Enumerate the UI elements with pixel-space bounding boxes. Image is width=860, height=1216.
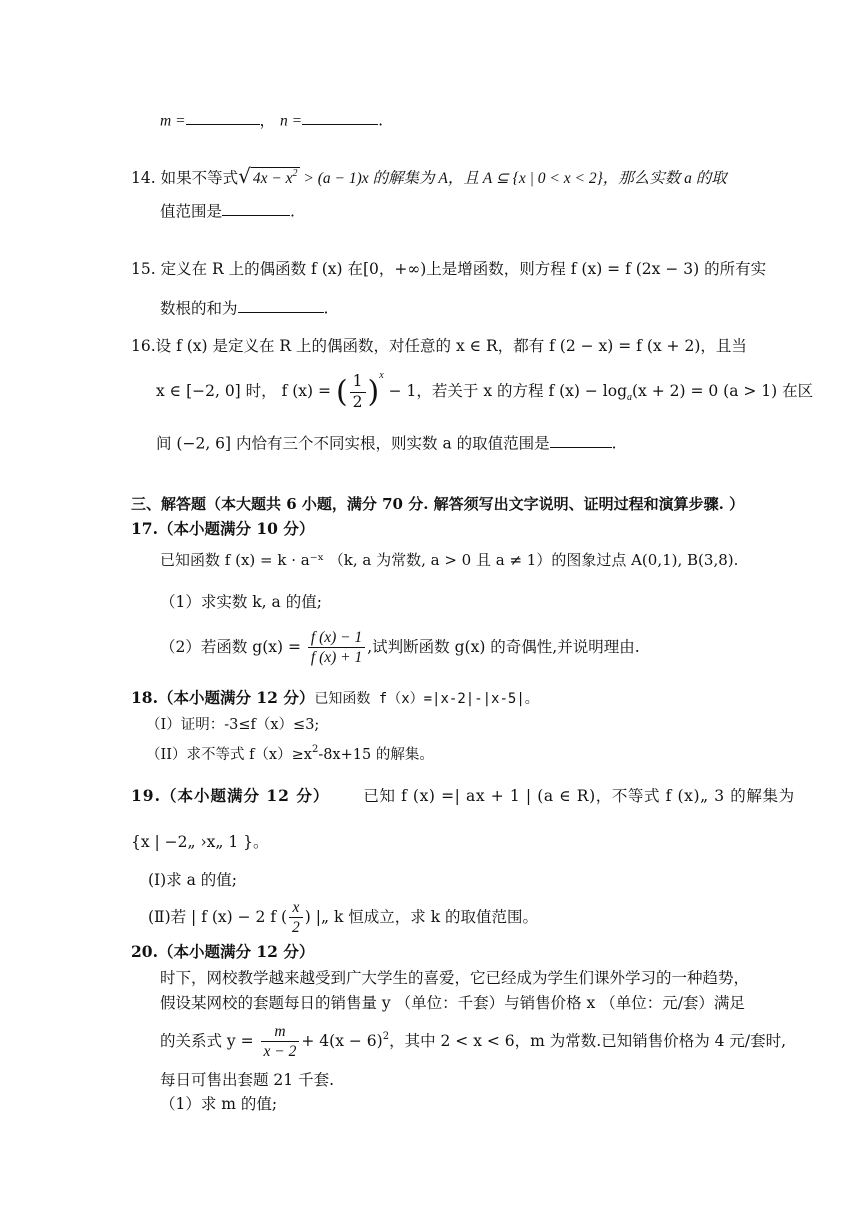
- section-3-heading: 三、解答题（本大题共 6 小题，满分 70 分. 解答须写出文字说明、证明过程和演算步骤. ）: [131, 495, 745, 513]
- q20-part-1: （1）求 m 的值;: [160, 1095, 278, 1113]
- q19-line-1: [131, 784, 795, 806]
- q14-line2-text: 值范围是: [160, 202, 223, 221]
- q15-blank: [238, 296, 324, 313]
- q20-fraction: $\frac{m}{x - 2}$: [261, 1022, 300, 1062]
- q13-n-blank: [302, 108, 378, 125]
- q17-line-1: 已知函数 f (x) = k · a⁻ˣ （k, a 为常数, a > 0 且 a ≠ 1）的图象过点 A(0,1), B(3,8).: [160, 551, 739, 569]
- q18-exponent: 2: [311, 744, 319, 755]
- q13-n-label: n =: [279, 112, 303, 130]
- q16-half-fraction: $\frac{1}{2}$: [350, 372, 366, 412]
- q20-line-3: [160, 1022, 786, 1062]
- q16-blank: [550, 431, 612, 448]
- q18-part2-a: （II）求不等式 f（x）≥x: [146, 747, 312, 763]
- q14-sqrt-sign: √: [238, 164, 251, 188]
- q15-line-2: [160, 296, 328, 318]
- q15-line2-text: 数根的和为: [160, 299, 238, 318]
- q19-statement: 已知 f (x) =| ax + 1 | (a ∈ R)，不等式 f (x)„ 3 的解集为: [363, 787, 795, 805]
- q13-sep: ，: [259, 111, 276, 130]
- q18-statement: 已知函数 f（x）=|x-2|-|x-5|。: [314, 691, 539, 707]
- q15-end: .: [323, 299, 329, 318]
- q15-text: 15. 定义在 R 上的偶函数 f (x) 在[0，+∞)上是增函数，则方程 f (x) = f (2x − 3) 的所有实: [131, 260, 767, 278]
- q19-part2-b: ) |„ k 恒成立，求 k 的取值范围。: [304, 907, 539, 926]
- q14-ineq: > (a − 1)x 的解集为 A，且 A ⊆ {x | 0 < x < 2}，那么实数 a 的取: [299, 170, 727, 187]
- q13-end: .: [378, 111, 384, 130]
- q18-title: 18.（本小题满分 12 分）: [131, 688, 315, 707]
- q20-exponent: 2: [382, 1030, 390, 1042]
- q19-part2-a: (Ⅱ)若 | f (x) − 2 f (: [148, 907, 288, 926]
- q16-line-2: x ∈ [−2, 0] 时， f (x) = ( $\frac{1}{2}$ )$^x$ − 1，若关于 x 的方程 f $(x) - \log_a(x + 2) = 0$ (a > 1) 在区: [156, 370, 814, 411]
- q20-title: 20.（本小题满分 12 分）: [131, 942, 315, 961]
- q20-line-1: 时下，网校教学越来越受到广大学生的喜爱，它已经成为学生们课外学习的一种趋势，: [160, 969, 750, 987]
- q19-title: 19.（本小题满分 12 分）: [131, 786, 330, 805]
- q14-end: .: [290, 202, 295, 221]
- q20-line3-b: + 4(x − 6): [301, 1031, 383, 1050]
- q20-line-2: 假设某网校的套题每日的销售量 y （单位：千套）与销售价格 x （单位：元/套）满足: [160, 994, 745, 1012]
- q19-line-2: {x | −2„ ›x„ 1 }。: [131, 833, 269, 851]
- q16-line3-text: 间 (−2, 6] 内恰有三个不同实根，则实数 a 的取值范围是: [156, 434, 550, 453]
- q18-line-1: [131, 686, 539, 708]
- q16-line-1: [131, 334, 747, 356]
- q14-line-1: [131, 164, 727, 188]
- q16-end: .: [611, 434, 617, 453]
- q17-part-2: [160, 628, 640, 668]
- q16-exponent: x: [379, 370, 384, 381]
- q18-part2-b: -8x+15 的解集。: [318, 747, 434, 763]
- q13-answer-line: [160, 108, 383, 130]
- q18-part-1: （I）证明：-3≤f（x）≤3;: [146, 717, 320, 733]
- q13-m-blank: [186, 108, 260, 125]
- q14-blank: [222, 199, 290, 216]
- q13-m-label: m =: [160, 112, 186, 130]
- q14-lead: 14. 如果不等式: [131, 169, 239, 187]
- q20-line3-a: 的关系式 y =: [160, 1031, 254, 1050]
- q15-line-1: [131, 257, 766, 279]
- q20-line3-c: ，其中 2 < x < 6，m 为常数.已知销售价格为 4 元/套时,: [389, 1031, 787, 1050]
- q17-part2-b: ,试判断函数 g(x) 的奇偶性,并说明理由.: [367, 637, 640, 656]
- q16-line2-c: (x + 2) = 0 (a > 1) 在区: [632, 382, 814, 400]
- q16-line2-a: x ∈ [−2, 0] 时， f (x) =: [156, 382, 331, 400]
- q19-fraction: $\frac{x}{2}$: [289, 898, 303, 938]
- q16-log-base: a: [627, 392, 632, 403]
- q16-line2-b: − 1，若关于 x 的方程 f (x) − log: [388, 382, 627, 400]
- q14-line-2: [160, 199, 295, 221]
- q19-part-2: [148, 898, 538, 938]
- q20-line-4: 每日可售出套题 21 千套.: [160, 1071, 335, 1089]
- q17-part-1: （1）求实数 k, a 的值;: [160, 593, 322, 611]
- q16-line-3: [156, 431, 617, 453]
- q18-part-2: [146, 743, 434, 764]
- q17-title: 17.（本小题满分 10 分）: [131, 519, 315, 538]
- q14-radicand: $4x - x^2$: [252, 168, 298, 187]
- q17-part2-a: （2）若函数 g(x) =: [160, 637, 301, 656]
- q16-line1-text: 16.设 f (x) 是定义在 R 上的偶函数，对任意的 x ∈ R，都有 f (2 − x) = f (x + 2)，且当: [131, 337, 747, 355]
- q17-fraction: $\frac{f (x) - 1}{f (x) + 1}$: [308, 628, 365, 668]
- q19-part-1: (Ⅰ)求 a 的值;: [148, 871, 238, 889]
